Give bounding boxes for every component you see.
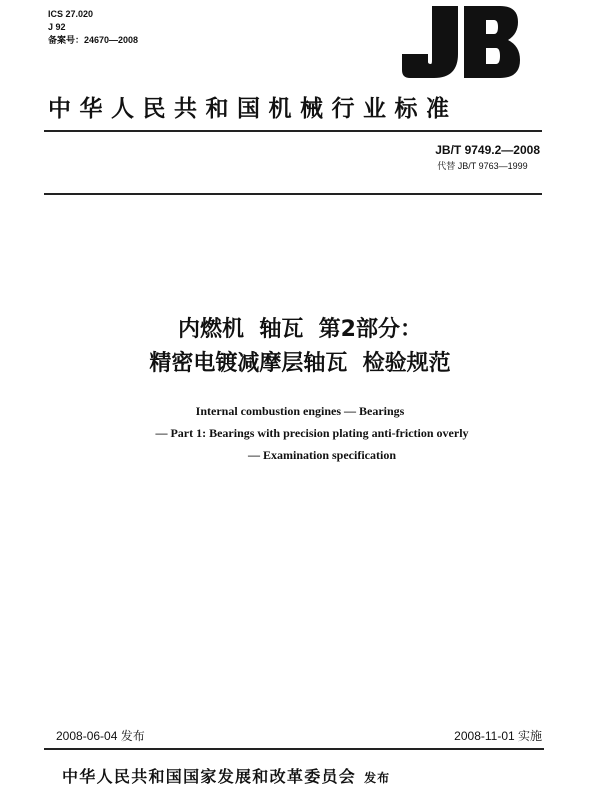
jb-logo-letter-j — [402, 6, 458, 78]
ics-code: ICS 27.020 — [48, 9, 94, 19]
english-title-line-3: — Examination specification — [247, 448, 396, 462]
issue-date: 2008-06-04 发布 — [56, 729, 145, 743]
english-title-line-2: — Part 1: Bearings with precision plating anti-friction overly — [155, 426, 469, 440]
jb-logo-letter-b — [464, 6, 520, 78]
chinese-title-line-1: 内燃机 轴瓦 第2部分： — [178, 317, 422, 342]
replaces-standard: 代替 JB/T 9763—1999 — [437, 161, 528, 171]
publisher-verb: 发布 — [364, 771, 391, 785]
publisher-name: 中华人民共和国国家发展和改革委员会 — [62, 767, 357, 786]
english-title-line-1: Internal combustion engines — Bearings — [195, 404, 405, 418]
chinese-title-line-2: 精密电镀减摩层轴瓦 检验规范 — [149, 351, 451, 376]
footer-divider — [44, 748, 544, 750]
standard-number: JB/T 9749.2—2008 — [435, 143, 540, 157]
class-code: J 92 — [48, 22, 66, 32]
header-divider — [44, 130, 542, 132]
implementation-date: 2008-11-01 实施 — [454, 729, 542, 743]
standard-number-divider — [44, 193, 542, 195]
industry-standard-heading: 中华人民共和国机械行业标准 — [48, 96, 458, 122]
jb-logo — [400, 2, 522, 82]
classification-info — [48, 8, 138, 47]
standard-number-block — [435, 143, 540, 172]
record-number: 备案号：24670—2008 — [48, 35, 139, 45]
publisher — [62, 764, 390, 787]
